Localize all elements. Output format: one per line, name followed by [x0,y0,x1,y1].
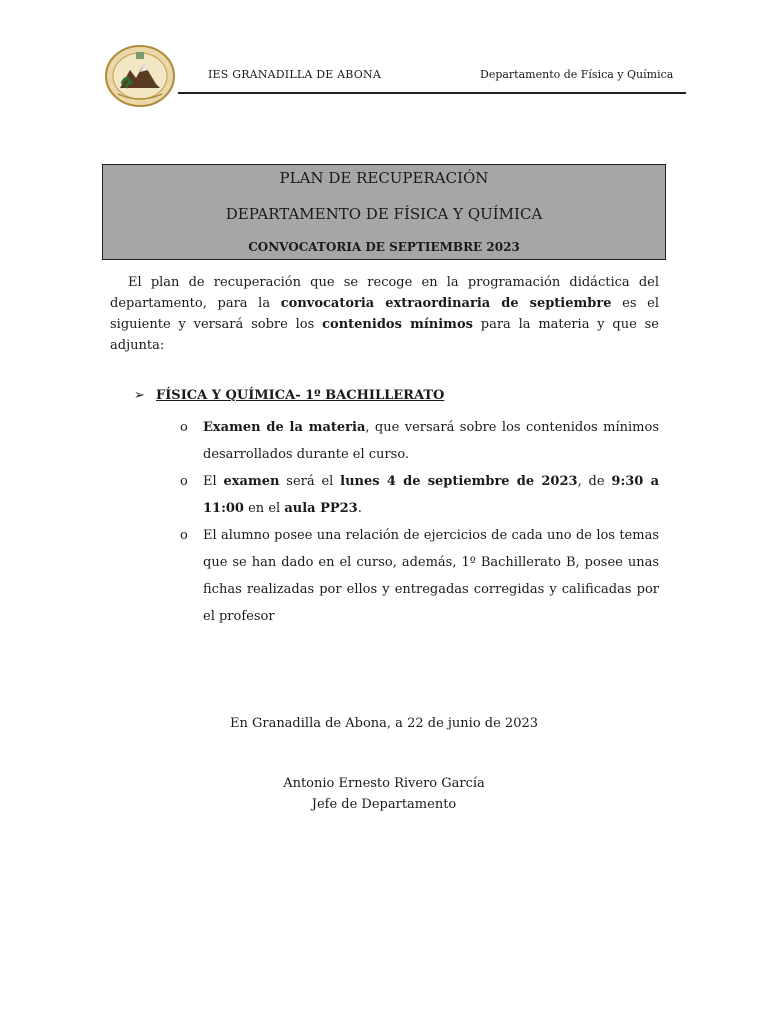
item-text: en el [243,501,285,516]
item-bold-room: aula PP23 [284,501,358,516]
item-text: será el [279,474,341,489]
section-title: FÍSICA Y QUÍMICA- 1º BACHILLERATO [156,388,445,403]
place-date: En Granadilla de Abona, a 22 de junio de 2023 [229,716,539,731]
intro-text: El plan de recuperación que se recoge en la programación didáctica del departamento, para la [110,275,659,311]
requirements-list [180,414,659,630]
header-department-name: Departamento de Física y Química [480,68,674,81]
section-heading [134,388,444,403]
signer-name: Antonio Ernesto Rivero García [283,776,485,791]
circle-bullet-icon: o [180,420,188,435]
item-text: El alumno posee una relación de ejercicios de cada uno de los temas que se han dado en el curso, además, 1º Bachillerato B, posee unas fichas realizadas por ellos y entregadas corregidas y calificadas por el profesor [203,528,659,624]
arrow-bullet-icon: ➢ [134,388,145,403]
intro-bold-convocatoria: convocatoria extraordinaria de septiembre [280,296,612,311]
item-text: . [357,501,362,516]
signer-role: Jefe de Departamento [311,797,457,812]
title-line-3: CONVOCATORIA DE SEPTIEMBRE 2023 [248,240,520,254]
intro-text: para la materia y que se adjunta: [110,317,659,353]
list-item [180,414,659,468]
item-bold-date: lunes 4 de septiembre de 2023 [340,474,578,489]
title-box [102,164,666,260]
title-line-1: PLAN DE RECUPERACIÓN [279,169,489,187]
item-bold: Examen de la materia [203,420,366,435]
header-divider [178,92,686,94]
item-text: El [203,474,224,489]
title-line-2: DEPARTAMENTO DE FÍSICA Y QUÍMICA [225,205,543,223]
school-seal-icon [104,44,176,108]
list-item [180,522,659,630]
intro-paragraph [110,272,659,356]
header-school-name: IES GRANADILLA DE ABONA [208,68,381,81]
circle-bullet-icon: o [180,474,188,489]
item-text: , de [577,474,612,489]
circle-bullet-icon: o [180,528,188,543]
intro-bold-contenidos: contenidos mínimos [322,317,473,332]
intro-text: es el siguiente y versará sobre los [110,296,659,332]
item-bold-time: 9:30 a 11:00 [203,474,660,516]
item-bold: examen [223,474,280,489]
list-item [180,468,659,522]
item-text: , que versará sobre los contenidos mínimos desarrollados durante el curso. [203,420,659,462]
